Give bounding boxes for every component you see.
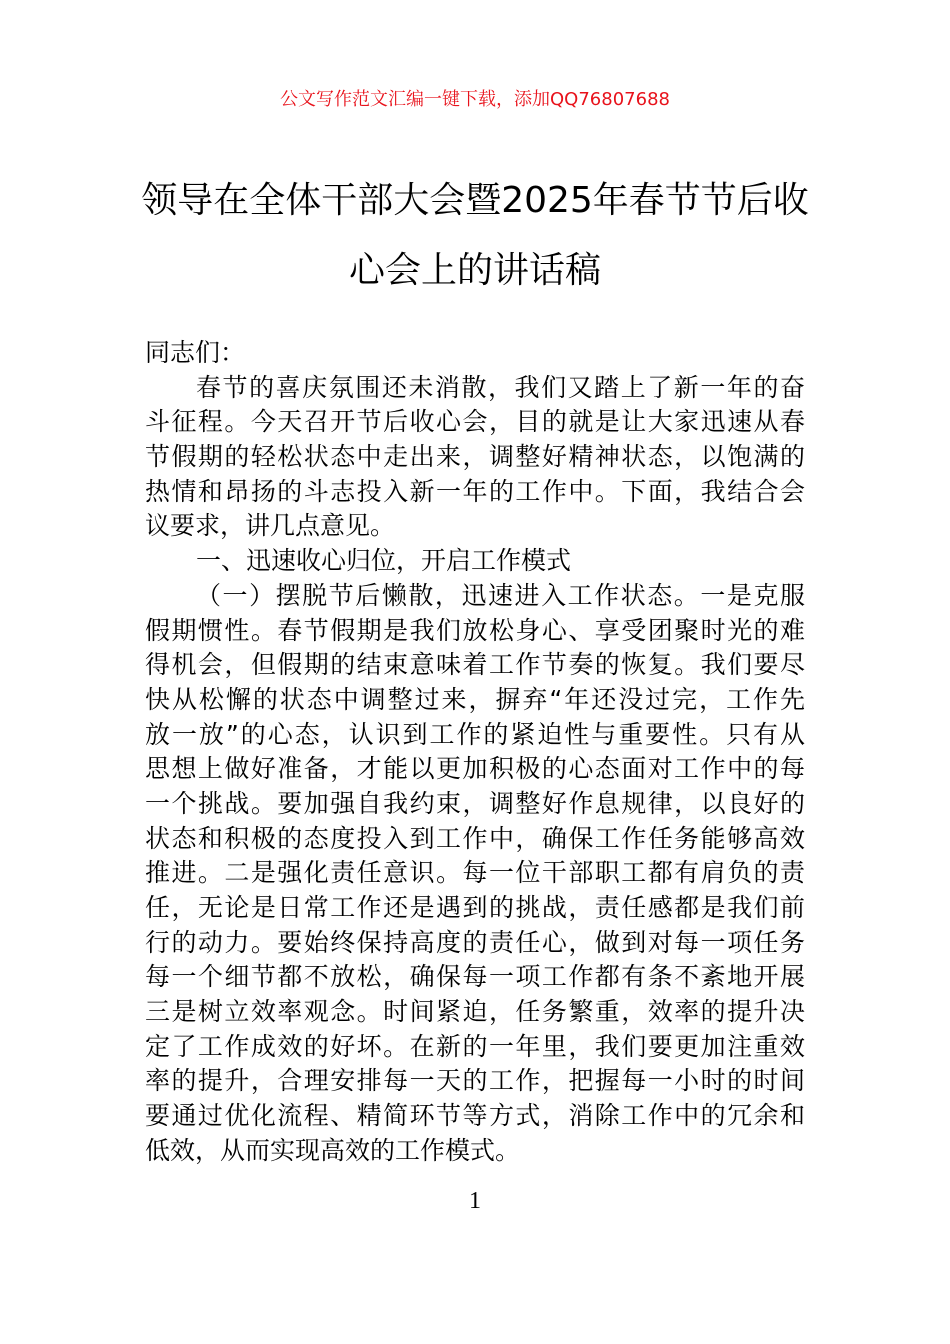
body-text-line: 同志们：	[145, 338, 246, 367]
body-text-line: 春节的喜庆氛围还未消散，我们又踏上了新一年的奋	[196, 372, 805, 402]
document-body	[145, 336, 805, 1169]
body-text-line: 得机会，但假期的结束意味着工作节奏的恢复。我们要尽	[145, 650, 805, 680]
body-text-line: 斗征程。今天召开节后收心会，目的就是让大家迅速从春	[145, 407, 805, 437]
body-text-line: 任，无论是日常工作还是遇到的挑战，责任感都是我们前	[145, 893, 805, 922]
body-text-line: 放一放”的心态，认识到工作的紧迫性与重要性。只有从	[145, 719, 805, 749]
page-number: 1	[469, 1188, 481, 1214]
body-text-line: 三是树立效率观念。时间紧迫，任务繁重，效率的提升决	[145, 997, 805, 1027]
body-text-line: 节假期的轻松状态中走出来，调整好精神状态，以饱满的	[145, 442, 805, 472]
body-text-line: （一）摆脱节后懒散，迅速进入工作状态。一是克服	[196, 580, 805, 610]
body-text-line: 假期惯性。春节假期是我们放松身心、享受团聚时光的难	[145, 615, 805, 645]
body-text-line: 推进。二是强化责任意识。每一位干部职工都有肩负的责	[145, 858, 805, 888]
document-title-line-2: 心会上的讲话稿	[348, 250, 601, 291]
body-text-line: 一个挑战。要加强自我约束，调整好作息规律，以良好的	[145, 788, 805, 818]
document-title-line-1: 领导在全体干部大会暨2025年春节节后收	[141, 180, 809, 221]
body-text-line: 要通过优化流程、精简环节等方式，消除工作中的冗余和	[145, 1101, 805, 1131]
body-text-line: 定了工作成效的好坏。在新的一年里，我们要更加注重效	[145, 1031, 805, 1061]
body-text-line: 热情和昂扬的斗志投入新一年的工作中。下面，我结合会	[145, 476, 805, 506]
watermark-header: 公文写作范文汇编一键下载，添加QQ76807688	[280, 89, 670, 110]
body-text-line: 率的提升，合理安排每一天的工作，把握每一小时的时间	[145, 1066, 805, 1096]
body-text-line: 快从松懈的状态中调整过来，摒弃“年还没过完，工作先	[145, 684, 805, 714]
body-text-line: 每一个细节都不放松，确保每一项工作都有条不紊地开展	[145, 962, 805, 992]
body-text-line: 议要求，讲几点意见。	[145, 511, 396, 541]
body-text-line: 状态和积极的态度投入到工作中，确保工作任务能够高效	[145, 823, 805, 853]
body-text-line: 一、迅速收心归位，开启工作模式	[196, 546, 572, 576]
body-text-line: 思想上做好准备，才能以更加积极的心态面对工作中的每	[145, 754, 805, 784]
body-text-line: 行的动力。要始终保持高度的责任心，做到对每一项任务	[145, 927, 805, 957]
body-text-line: 低效，从而实现高效的工作模式。	[145, 1135, 521, 1165]
